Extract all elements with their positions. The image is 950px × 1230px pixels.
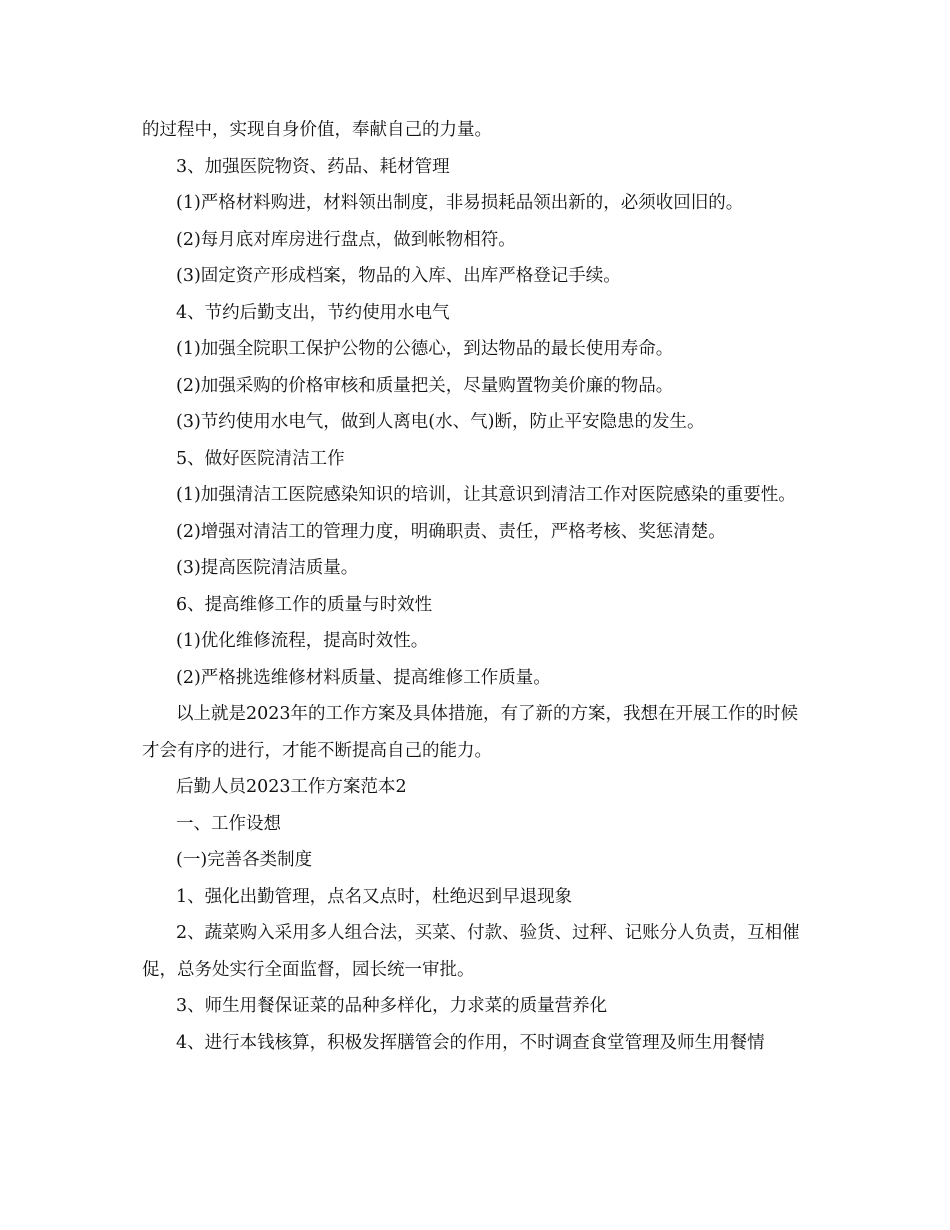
subsection-heading-1: (一)完善各类制度 [176, 850, 313, 870]
list-item-5-3: (3)提高医院清洁质量。 [176, 558, 359, 578]
list-item-5-2: (2)增强对清洁工的管理力度，明确职责、责任，严格考核、奖惩清楚。 [176, 521, 726, 542]
section-heading-3: 3、加强医院物资、药品、耗材管理 [176, 156, 450, 177]
summary-paragraph: 以上就是2023年的工作方案及具体措施，有了新的方案，我想在开展工作的时候才会有序的进行，才能不断提高自己的能力。 [142, 704, 799, 761]
document-body [142, 112, 808, 1061]
list-item-4-2: (2)加强采购的价格审核和质量把关，尽量购置物美价廉的物品。 [176, 375, 674, 396]
list-item-4-3: (3)节约使用水电气，做到人离电(水、气)断，防止平安隐患的发生。 [176, 412, 705, 432]
section-heading-4: 4、节约后勤支出，节约使用水电气 [176, 302, 450, 323]
list-item-a-1: 1、强化出勤管理，点名又点时，杜绝迟到早退现象 [176, 886, 573, 907]
chapter-heading-1: 一、工作设想 [176, 813, 281, 834]
list-item-a-4: 4、进行本钱核算，积极发挥膳管会的作用，不时调查食堂管理及师生用餐情 [176, 1032, 765, 1053]
paragraph-1: 的过程中，实现自身价值，奉献自己的力量。 [142, 120, 492, 140]
list-item-6-2: (2)严格挑选维修材料质量、提高维修工作质量。 [176, 667, 551, 688]
section-heading-6: 6、提高维修工作的质量与时效性 [176, 594, 433, 615]
list-item-3-2: (2)每月底对库房进行盘点，做到帐物相符。 [176, 229, 516, 250]
section-heading-5: 5、做好医院清洁工作 [176, 448, 345, 469]
list-item-3-3: (3)固定资产形成档案，物品的入库、出库严格登记手续。 [176, 266, 621, 286]
document-subtitle: 后勤人员2023工作方案范本2 [176, 777, 407, 797]
list-item-a-3: 3、师生用餐保证菜的品种多样化，力求菜的质量营养化 [176, 996, 608, 1016]
list-item-4-1: (1)加强全院职工保护公物的公德心，到达物品的最长使用寿命。 [176, 339, 674, 359]
list-item-a-2: 2、蔬菜购入采用多人组合法，买菜、付款、验货、过秤、记账分人负责，互相催促，总务处实行全面监督，园长统一审批。 [142, 923, 800, 980]
list-item-6-1: (1)优化维修流程，提高时效性。 [176, 631, 429, 651]
list-item-3-1: (1)严格材料购进，材料领出制度，非易损耗品领出新的，必须收回旧的。 [176, 193, 744, 213]
list-item-5-1: (1)加强清洁工医院感染知识的培训，让其意识到清洁工作对医院感染的重要性。 [176, 485, 796, 505]
